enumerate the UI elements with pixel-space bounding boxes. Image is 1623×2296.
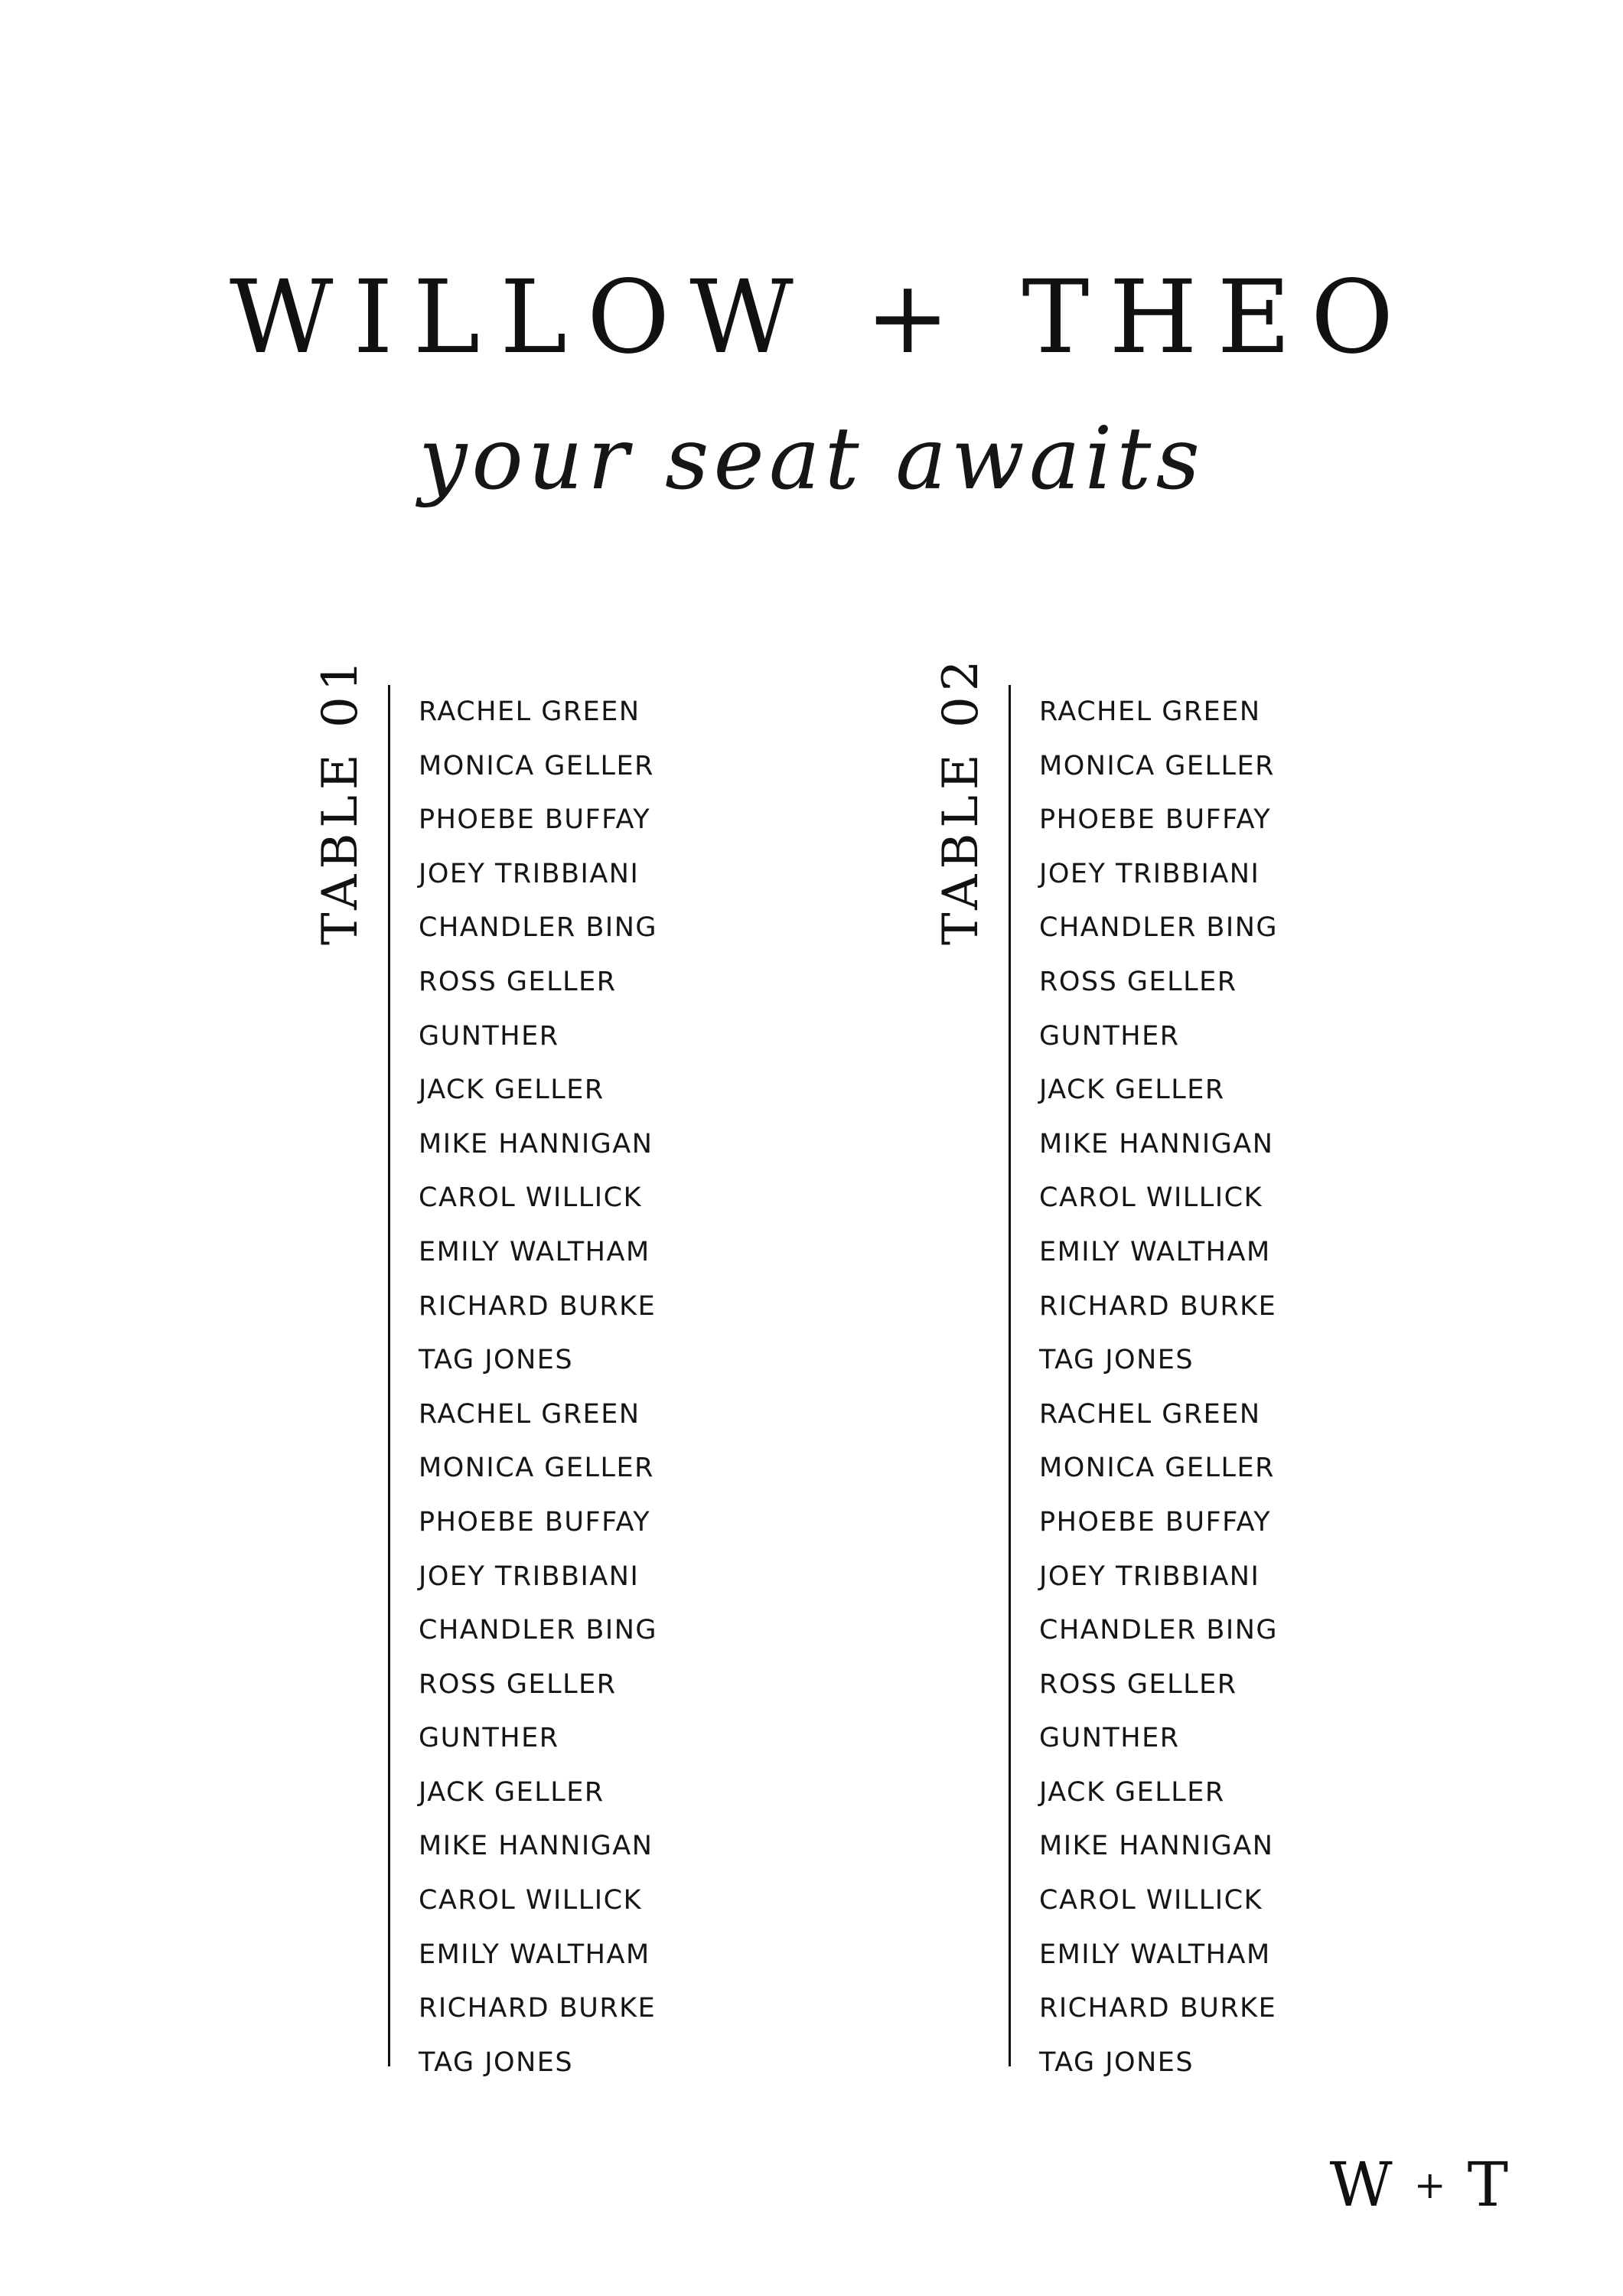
guest-name: TAG JONES <box>1039 2047 1194 2078</box>
guest-name: ROSS GELLER <box>1039 966 1237 997</box>
guest-name: EMILY WALTHAM <box>419 1939 650 1970</box>
guest-name: CHANDLER BING <box>419 912 658 944</box>
guest-name: EMILY WALTHAM <box>1039 1236 1271 1267</box>
guest-name: PHOEBE BUFFAY <box>419 1506 651 1538</box>
guest-name: JOEY TRIBBIANI <box>419 858 640 889</box>
page-title: WILLOW + THEO <box>229 259 1414 377</box>
guest-name: MONICA GELLER <box>419 1453 654 1484</box>
guest-name: MIKE HANNIGAN <box>1039 1128 1274 1159</box>
monogram-right: T <box>1467 2149 1508 2220</box>
table-label-02 <box>923 654 999 960</box>
table-label-01 <box>302 654 379 960</box>
guest-name: RICHARD BURKE <box>419 1290 657 1322</box>
guest-name: RACHEL GREEN <box>1039 696 1261 727</box>
guest-name: JACK GELLER <box>1039 1776 1225 1808</box>
guest-name: MIKE HANNIGAN <box>419 1128 653 1159</box>
guest-name: PHOEBE BUFFAY <box>1039 1506 1272 1538</box>
guest-name: MIKE HANNIGAN <box>419 1831 653 1862</box>
guest-name: MONICA GELLER <box>1039 1453 1275 1484</box>
guest-name: PHOEBE BUFFAY <box>419 804 651 836</box>
monogram <box>1330 2147 1509 2223</box>
guest-name: CHANDLER BING <box>1039 1615 1279 1646</box>
guest-name: MONICA GELLER <box>1039 750 1275 781</box>
guest-name: CAROL WILLICK <box>1039 1182 1263 1214</box>
guest-name: GUNTHER <box>419 1020 559 1052</box>
divider-line <box>388 685 390 2066</box>
guest-name: GUNTHER <box>419 1723 559 1754</box>
guest-name: JACK GELLER <box>1039 1075 1225 1106</box>
subtitle-script: your seat awaits <box>419 409 1204 509</box>
table-label-text: TABLE 01 <box>312 654 369 945</box>
guest-name: JOEY TRIBBIANI <box>1039 1561 1260 1592</box>
guest-name: ROSS GELLER <box>1039 1668 1237 1700</box>
table-label-text: TABLE 02 <box>933 654 989 945</box>
guest-list-02 <box>1039 685 1278 2089</box>
guest-name: JACK GELLER <box>419 1075 605 1106</box>
guest-name: CAROL WILLICK <box>1039 1885 1263 1916</box>
monogram-left: W <box>1329 2149 1393 2220</box>
guest-name: RACHEL GREEN <box>1039 1398 1261 1430</box>
guest-name: TAG JONES <box>419 1345 574 1376</box>
guest-name: MONICA GELLER <box>419 750 654 781</box>
monogram-plus: + <box>1413 2163 1446 2207</box>
guest-name: ROSS GELLER <box>419 1668 617 1700</box>
guest-name: GUNTHER <box>1039 1723 1180 1754</box>
guest-name: CAROL WILLICK <box>419 1885 643 1916</box>
guest-name: RICHARD BURKE <box>1039 1290 1277 1322</box>
guest-name: JOEY TRIBBIANI <box>419 1561 640 1592</box>
guest-name: CHANDLER BING <box>419 1615 658 1646</box>
guest-name: MIKE HANNIGAN <box>1039 1831 1274 1862</box>
guest-name: CHANDLER BING <box>1039 912 1279 944</box>
guest-name: JACK GELLER <box>419 1776 605 1808</box>
guest-name: ROSS GELLER <box>419 966 617 997</box>
guest-name: RACHEL GREEN <box>419 1398 640 1430</box>
guest-name: RICHARD BURKE <box>1039 1993 1277 2024</box>
guest-name: GUNTHER <box>1039 1020 1180 1052</box>
guest-name: EMILY WALTHAM <box>1039 1939 1271 1970</box>
guest-name: RICHARD BURKE <box>419 1993 657 2024</box>
guest-name: CAROL WILLICK <box>419 1182 643 1214</box>
guest-name: TAG JONES <box>419 2047 574 2078</box>
divider-line <box>1009 685 1011 2066</box>
guest-name: EMILY WALTHAM <box>419 1236 650 1267</box>
guest-list-01 <box>419 685 657 2089</box>
guest-name: RACHEL GREEN <box>419 696 640 727</box>
guest-name: TAG JONES <box>1039 1345 1194 1376</box>
guest-name: PHOEBE BUFFAY <box>1039 804 1272 836</box>
guest-name: JOEY TRIBBIANI <box>1039 858 1260 889</box>
